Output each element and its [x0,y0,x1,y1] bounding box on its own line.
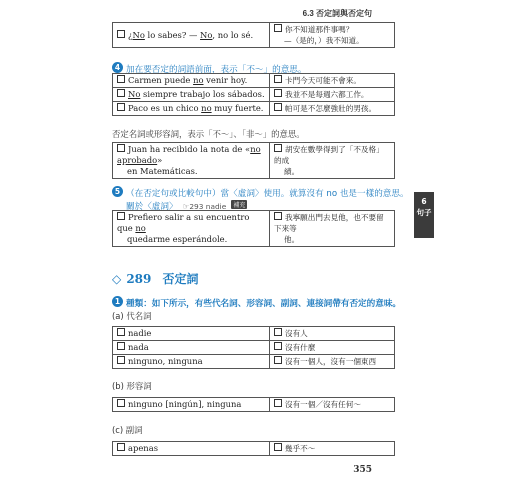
table-row: ninguno, ninguna 沒有一個人，沒有一個東西 [113,355,395,369]
number-badge: 5 [112,186,123,197]
table-row: nadie 沒有人 [113,327,395,341]
checkbox-icon [117,30,125,38]
checkbox-icon [117,342,125,350]
number-badge: 1 [112,296,123,307]
spanish-cell: ¿No lo sabes? — No, no lo sé. [113,23,270,48]
checkbox-icon [117,103,125,111]
example-table-top [112,22,395,48]
point-5-heading: 5 （在否定句或比較句中）當〈虛詞〉使用。就算沒有 no 也是一樣的意思。 [112,181,412,200]
checkbox-icon [274,144,282,152]
checkbox-icon [117,443,125,451]
checkbox-icon [117,212,125,220]
checkbox-icon [274,212,282,220]
table-row: apenas 幾乎不～ [113,442,395,456]
section-289-title: ◇ 289 否定詞 [112,272,199,286]
checkbox-icon [274,328,282,336]
table-row: nada 沒有什麼 [113,341,395,355]
checkbox-icon [274,24,282,32]
adj-note: 否定名詞或形容詞，表示「不～」、「非～」的意思。 [112,129,305,139]
chapter-side-tab: 6 句子 [414,192,434,238]
pronoun-label: (a) 代名詞 [112,311,152,321]
table-row: Juan ha recibido la nota de «no aprobado» en Matemáticas. 胡安在數學得到了「不及格」的成 績。 [113,143,395,179]
adjective-label: (b) 形容詞 [112,381,152,391]
supplement-tag: 補充 [233,202,246,209]
types-heading: 1 種類：如下所示，有些代名詞、形容詞、副詞、連接詞帶有否定的意味。 [112,291,401,310]
example-table-adj [112,142,395,179]
checkbox-icon [117,328,125,336]
adverb-table [112,441,395,456]
page-number: 355 [353,465,372,475]
table-row: ninguno [ningún], ninguna 沒有一個／沒有任何～ [113,398,395,412]
example-table-4 [112,73,395,116]
checkbox-icon [274,342,282,350]
number-badge: 4 [112,62,123,73]
example-table-5 [112,210,395,247]
diamond-arrow-icon: ◇ [112,272,122,286]
table-row [113,23,395,48]
checkbox-icon [274,399,282,407]
table-row: No siempre trabajo los sábados. 我並不是每週六都工作。 [113,88,395,102]
table-row: Paco es un chico no muy fuerte. 帕可是不怎麼強壯的男孩。 [113,102,395,116]
checkbox-icon [117,75,125,83]
point-5-ref-line: 關於〈虛詞〉 ☞293 nadie 補充 [126,202,246,212]
checkbox-icon [274,89,282,97]
checkbox-icon [274,75,282,83]
checkbox-icon [274,103,282,111]
table-row: Prefiero salir a su encuentro que no quedarme esperándole. 我寧願出門去見他，也不要留下來等 他。 [113,211,395,247]
running-header: 6.3 否定詞與否定句 [302,9,372,18]
reference-arrow-icon: ☞ [182,202,190,211]
checkbox-icon [274,443,282,451]
chinese-cell: 你不知道那件事嗎？ —（是的，）我不知道。 [270,23,395,48]
checkbox-icon [117,144,125,152]
pronoun-table [112,326,395,369]
checkbox-icon [117,356,125,364]
adjective-table [112,397,395,412]
checkbox-icon [117,89,125,97]
adverb-label: (c) 副詞 [112,425,143,435]
point-4-heading: 4 加在要否定的詞語前面，表示「不～」的意思。 [112,57,306,76]
checkbox-icon [117,399,125,407]
checkbox-icon [274,356,282,364]
table-row: Carmen puede no venir hoy. 卡門今天可能不會來。 [113,74,395,88]
